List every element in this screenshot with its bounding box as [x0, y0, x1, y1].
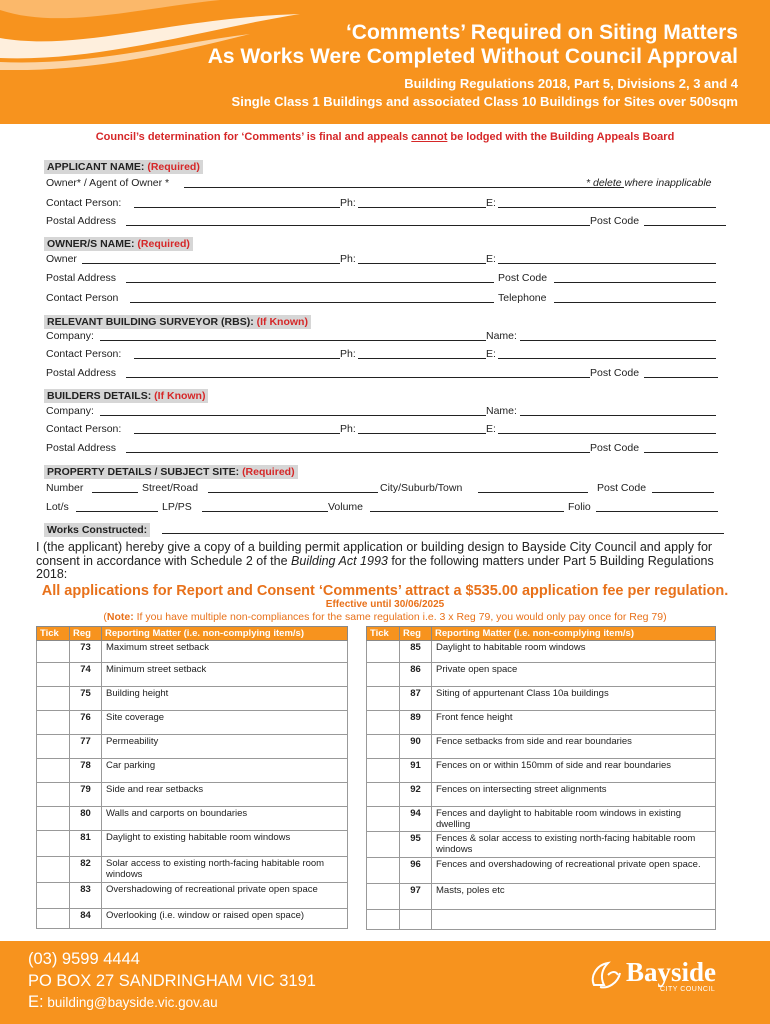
surveyor-postcode-field[interactable] [644, 367, 718, 378]
tick-cell[interactable] [367, 858, 400, 884]
applicant-email-field[interactable] [498, 197, 716, 208]
page-title-line1: ‘Comments’ Required on Siting Matters [345, 21, 738, 44]
table-row [37, 711, 348, 735]
property-lot-field[interactable] [76, 501, 158, 512]
bayside-logo-icon [586, 955, 626, 995]
builder-contact-field[interactable] [134, 423, 340, 434]
reg-number: 96 [400, 858, 432, 884]
applicant-section-heading: APPLICANT NAME: (Required) [44, 157, 203, 175]
table-row [367, 807, 716, 832]
reporting-matter: Site coverage [102, 711, 348, 735]
table-row [37, 883, 348, 909]
applicant-owner-field[interactable] [184, 177, 624, 188]
tick-cell[interactable] [367, 832, 400, 858]
col-tick: Tick [37, 627, 70, 641]
tick-cell[interactable] [37, 711, 70, 735]
applicant-postal-row: Postal Address Post Code [46, 215, 736, 229]
reg-number: 75 [70, 687, 102, 711]
reporting-matter: Fences and daylight to habitable room windows in existing dwelling [432, 807, 716, 832]
reg-number: 84 [70, 909, 102, 929]
table-row [367, 735, 716, 759]
col-matter: Reporting Matter (i.e. non-complying item/s) [432, 627, 716, 641]
table-row [37, 909, 348, 929]
surveyor-contact-field[interactable] [134, 348, 340, 359]
builder-company-row: Company: Name: [46, 405, 726, 419]
reg-number: 76 [70, 711, 102, 735]
owner-contact-field[interactable] [130, 292, 494, 303]
table-row [37, 641, 348, 663]
reg-number [400, 910, 432, 930]
table-row [367, 783, 716, 807]
footer-phone: (03) 9599 4444 [28, 950, 140, 968]
table-row [37, 759, 348, 783]
builder-postcode-field[interactable] [644, 442, 718, 453]
property-address-row: Number Street/Road City/Suburb/Town Post Code [46, 482, 726, 496]
surveyor-postal-row: Postal Address Post Code [46, 367, 736, 381]
owner-telephone-field[interactable] [554, 292, 716, 303]
col-reg: Reg [70, 627, 102, 641]
reporting-matter: Fences & solar access to existing north-facing habitable room windows [432, 832, 716, 858]
builder-postal-row: Postal Address Post Code [46, 442, 736, 456]
reg-number: 73 [70, 641, 102, 663]
property-number-field[interactable] [92, 482, 138, 493]
surveyor-postal-field[interactable] [126, 367, 590, 378]
reg-number: 82 [70, 857, 102, 883]
owner-email-field[interactable] [498, 253, 716, 264]
logo-subtitle: CITY COUNCIL [660, 986, 716, 993]
table-row [367, 884, 716, 910]
reporting-matter: Masts, poles etc [432, 884, 716, 910]
reg-number: 85 [400, 641, 432, 663]
page-title-line2: As Works Were Completed Without Council Approval [207, 45, 738, 68]
owner-name-field[interactable] [82, 253, 340, 264]
reg-number: 94 [400, 807, 432, 832]
footer-po-box: PO BOX 27 SANDRINGHAM VIC 3191 [28, 972, 316, 990]
table-row [37, 857, 348, 883]
surveyor-phone-field[interactable] [358, 348, 486, 359]
owner-postcode-field[interactable] [554, 272, 716, 283]
applicant-contact-field[interactable] [134, 197, 340, 208]
page-subtitle-line1: Building Regulations 2018, Part 5, Divisions 2, 3 and 4 [404, 76, 738, 91]
fee-headline: All applications for Report and Consent ‘Comments’ attract a $535.00 application fee per regulation. [41, 583, 729, 599]
table-row [37, 831, 348, 857]
tick-cell[interactable] [367, 910, 400, 930]
reporting-matter: Daylight to existing habitable room windows [102, 831, 348, 857]
works-constructed-heading: Works Constructed: [44, 520, 150, 538]
col-tick: Tick [367, 627, 400, 641]
works-constructed-field[interactable] [162, 522, 724, 534]
reporting-matter: Side and rear setbacks [102, 783, 348, 807]
property-title-row: Lot/s LP/PS Volume Folio [46, 501, 726, 515]
tick-cell[interactable] [367, 663, 400, 687]
tick-cell[interactable] [37, 857, 70, 883]
reporting-matter [432, 910, 716, 930]
builder-email-field[interactable] [498, 423, 716, 434]
reporting-matter: Walls and carports on boundaries [102, 807, 348, 831]
appeal-warning: Council’s determination for ‘Comments’ is final and appeals cannot be lodged with the Building Appeals Board [95, 131, 675, 143]
reg-number: 95 [400, 832, 432, 858]
builder-company-field[interactable] [100, 405, 486, 416]
reporting-matter: Siting of appurtenant Class 10a buildings [432, 687, 716, 711]
table-row [37, 783, 348, 807]
reg-number: 74 [70, 663, 102, 687]
reg-number: 83 [70, 883, 102, 909]
reporting-matter: Solar access to existing north-facing habitable room windows [102, 857, 348, 883]
reporting-matter: Overshadowing of recreational private open space [102, 883, 348, 909]
tick-cell[interactable] [367, 783, 400, 807]
col-reg: Reg [400, 627, 432, 641]
applicant-postal-field[interactable] [126, 215, 590, 226]
regulations-table-left [36, 626, 348, 929]
builder-contact-row: Contact Person: Ph: E: [46, 423, 726, 437]
property-volume-field[interactable] [370, 501, 564, 512]
builder-name-field[interactable] [520, 405, 716, 416]
reg-number: 79 [70, 783, 102, 807]
applicant-contact-row: Contact Person: Ph: E: [46, 197, 726, 211]
table-row [367, 832, 716, 858]
table-row [367, 858, 716, 884]
col-matter: Reporting Matter (i.e. non-complying item/s) [102, 627, 348, 641]
regulations-table-right [366, 626, 716, 930]
builder-postal-field[interactable] [126, 442, 590, 453]
tick-cell[interactable] [37, 641, 70, 663]
reg-number: 80 [70, 807, 102, 831]
table-row [37, 807, 348, 831]
tick-cell[interactable] [367, 884, 400, 910]
reporting-matter: Permeability [102, 735, 348, 759]
reporting-matter: Minimum street setback [102, 663, 348, 687]
owner-phone-field[interactable] [358, 253, 486, 264]
reg-number: 90 [400, 735, 432, 759]
surveyor-company-field[interactable] [100, 330, 486, 341]
reg-number: 92 [400, 783, 432, 807]
reg-number: 78 [70, 759, 102, 783]
owner-contact-row: Contact Person Telephone [46, 292, 726, 306]
reg-number: 91 [400, 759, 432, 783]
table-row [367, 759, 716, 783]
reporting-matter: Building height [102, 687, 348, 711]
table-row [367, 910, 716, 930]
property-postcode-field[interactable] [652, 482, 714, 493]
applicant-phone-field[interactable] [358, 197, 486, 208]
builder-section-heading: BUILDERS DETAILS: (If Known) [44, 386, 208, 404]
fee-note: (Note: If you have multiple non-compliances for the same regulation i.e. 3 x Reg 79, you would only pay once for Reg 79) [103, 611, 667, 623]
tick-cell[interactable] [37, 831, 70, 857]
table-row [37, 735, 348, 759]
reporting-matter: Private open space [432, 663, 716, 687]
table-row [37, 663, 348, 687]
reporting-matter: Fences on or within 150mm of side and rear boundaries [432, 759, 716, 783]
property-street-field[interactable] [208, 482, 378, 493]
reporting-matter: Maximum street setback [102, 641, 348, 663]
table-row [367, 663, 716, 687]
bayside-logo [586, 955, 717, 1000]
reg-number: 81 [70, 831, 102, 857]
tick-cell[interactable] [37, 883, 70, 909]
page-subtitle-line2: Single Class 1 Buildings and associated Class 10 Buildings for Sites over 500sqm [231, 94, 738, 109]
owner-name-row: Owner Ph: E: [46, 253, 726, 267]
property-folio-field[interactable] [596, 501, 718, 512]
table-row [367, 641, 716, 663]
declaration-text: I (the applicant) hereby give a copy of a building permit application or building design to Bayside City Council and apply for consent in accordance with Schedule 2 of the Building Act 1993 for the following matters under Part 5 Building Regulations 2018: [36, 540, 714, 581]
applicant-owner-row: Owner* / Agent of Owner * * delete where inapplicable [46, 177, 712, 189]
table-row [367, 711, 716, 735]
tick-cell[interactable] [367, 687, 400, 711]
owner-section-heading: OWNER/S NAME: (Required) [44, 234, 193, 252]
reporting-matter: Front fence height [432, 711, 716, 735]
reporting-matter: Overlooking (i.e. window or raised open space) [102, 909, 348, 929]
tick-cell[interactable] [367, 641, 400, 663]
tick-cell[interactable] [37, 909, 70, 929]
tick-cell[interactable] [37, 735, 70, 759]
tick-cell[interactable] [367, 711, 400, 735]
reporting-matter: Daylight to habitable room windows [432, 641, 716, 663]
table-row [367, 687, 716, 711]
surveyor-contact-row: Contact Person: Ph: E: [46, 348, 726, 362]
tick-cell[interactable] [367, 735, 400, 759]
tick-cell[interactable] [37, 663, 70, 687]
reg-number: 97 [400, 884, 432, 910]
tick-cell[interactable] [37, 807, 70, 831]
surveyor-email-field[interactable] [498, 348, 716, 359]
tick-cell[interactable] [367, 759, 400, 783]
owner-postal-row: Postal Address Post Code [46, 272, 726, 286]
applicant-postcode-field[interactable] [644, 215, 726, 226]
reporting-matter: Fence setbacks from side and rear boundaries [432, 735, 716, 759]
logo-name: Bayside [626, 957, 717, 987]
owner-postal-field[interactable] [126, 272, 494, 283]
property-city-field[interactable] [478, 482, 588, 493]
reporting-matter: Car parking [102, 759, 348, 783]
property-section-heading: PROPERTY DETAILS / SUBJECT SITE: (Required) [44, 462, 298, 480]
reporting-matter: Fences and overshadowing of recreational private open space. [432, 858, 716, 884]
property-lp-field[interactable] [202, 501, 328, 512]
reporting-matter: Fences on intersecting street alignments [432, 783, 716, 807]
reg-number: 86 [400, 663, 432, 687]
tick-cell[interactable] [37, 687, 70, 711]
tick-cell[interactable] [37, 759, 70, 783]
surveyor-section-heading: RELEVANT BUILDING SURVEYOR (RBS): (If Known) [44, 312, 311, 330]
reg-number: 87 [400, 687, 432, 711]
surveyor-name-field[interactable] [520, 330, 716, 341]
reg-number: 77 [70, 735, 102, 759]
tick-cell[interactable] [37, 783, 70, 807]
reg-number: 89 [400, 711, 432, 735]
table-row [37, 687, 348, 711]
surveyor-company-row: Company: Name: [46, 330, 726, 344]
tick-cell[interactable] [367, 807, 400, 832]
builder-phone-field[interactable] [358, 423, 486, 434]
fee-effective-date: Effective until 30/06/2025 [325, 599, 445, 610]
footer-email[interactable]: E: building@bayside.vic.gov.au [28, 993, 218, 1011]
